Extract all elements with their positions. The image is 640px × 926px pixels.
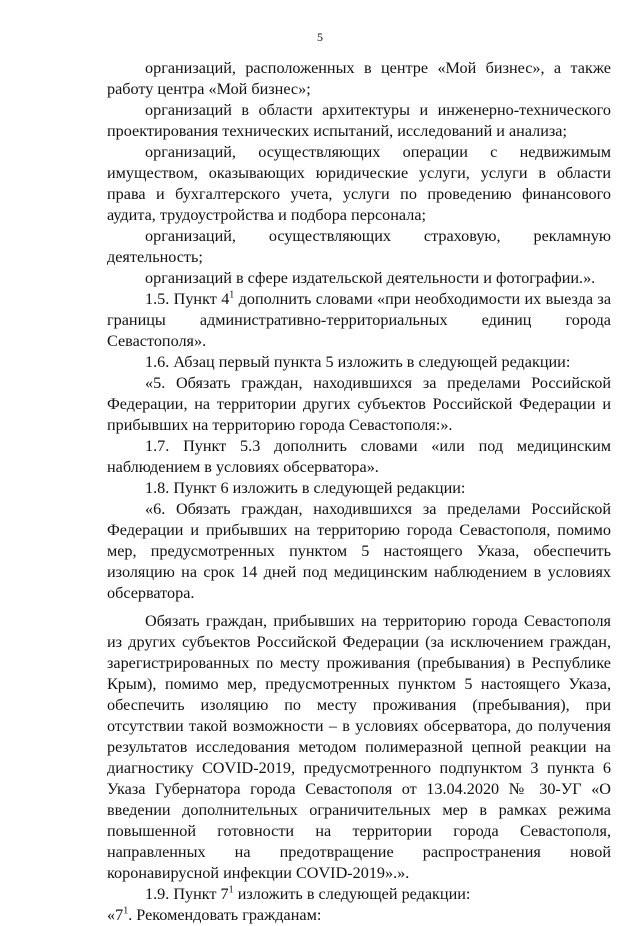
paragraph: организаций, осуществляющих страховую, рекламную деятельность; [107, 227, 611, 266]
paragraph: 1.7. Пункт 5.3 дополнить словами «или под медицинским наблюдением в условиях обсерватора». [107, 437, 611, 476]
paragraph-text: изложить в следующей редакции: [233, 885, 471, 903]
paragraph-text: 1.9. Пункт 7 [145, 885, 229, 903]
paragraph-text: «7 [107, 906, 124, 924]
paragraph-text: дополнить словами «при необходимости их выезда за границы административно-территориальных единиц города Севастополя». [107, 290, 612, 350]
superscript: 1 [123, 905, 129, 917]
document-body [107, 58, 611, 926]
superscript: 1 [229, 289, 235, 301]
paragraph: 1.8. Пункт 6 изложить в следующей редакции: [145, 479, 466, 497]
paragraph: «6. Обязать граждан, находившихся за пределами Российской Федерации и прибывших на территорию города Севастополя, помимо мер, предусмотренных пунктом 5 настоящего Указа, обеспечить изоляцию на срок 14 дней под медицинским наблюдением в условиях обсерватора. [107, 500, 611, 602]
paragraph: Обязать граждан, прибывших на территорию города Севастополя из других субъектов Российской Федерации (за исключением граждан, зарегистрированных по месту проживания (пребывания) в Республике Крым), помимо мер, предусмотренных пунктом 5 настоящего Указа, обеспечить изоляцию по месту проживания (пребывания), при отсутствии такой возможности – в условиях обсерватора, до получения результатов исследования методом полимеразной цепной реакции на диагностику COVID-2019, предусмотренного подпунктом 3 пункта 6 Указа Губернатора города Севастополя от 13.04.2020 № 30-УГ «О введении дополнительных ограничительных мер в рамках режима повышенной готовности на территории города Севастополя, направленных на предотвращение распространения новой коронавирусной инфекции COVID-2019».». [107, 612, 611, 882]
paragraph: «5. Обязать граждан, находившихся за пределами Российской Федерации, на территории других субъектов Российской Федерации и прибывших на территорию города Севастополя:». [107, 374, 611, 434]
paragraph-text: 1.5. Пункт 4 [145, 290, 230, 308]
paragraph: организаций, осуществляющих операции с недвижимым имуществом, оказывающих юридические услуги, услуги в области права и бухгалтерского учета, услуги по проведению финансового аудита, трудоустройства и подбора персонала; [107, 143, 611, 224]
paragraph: организаций в области архитектуры и инженерно-технического проектирования технических испытаний, исследований и анализа; [107, 101, 611, 140]
paragraph-item-1-5 [107, 289, 611, 352]
paragraph-text: . Рекомендовать гражданам: [128, 906, 322, 924]
paragraph: 1.6. Абзац первый пункта 5 изложить в следующей редакции: [145, 353, 571, 371]
paragraph: организаций, расположенных в центре «Мой бизнес», а также работу центра «Мой бизнес»; [107, 59, 611, 98]
page-number: 5 [317, 30, 323, 44]
paragraph-item-7-1 [107, 905, 611, 926]
paragraph: организаций в сфере издательской деятельности и фотографии.». [145, 269, 596, 287]
superscript: 1 [228, 884, 234, 896]
paragraph-item-1-9 [107, 884, 611, 905]
